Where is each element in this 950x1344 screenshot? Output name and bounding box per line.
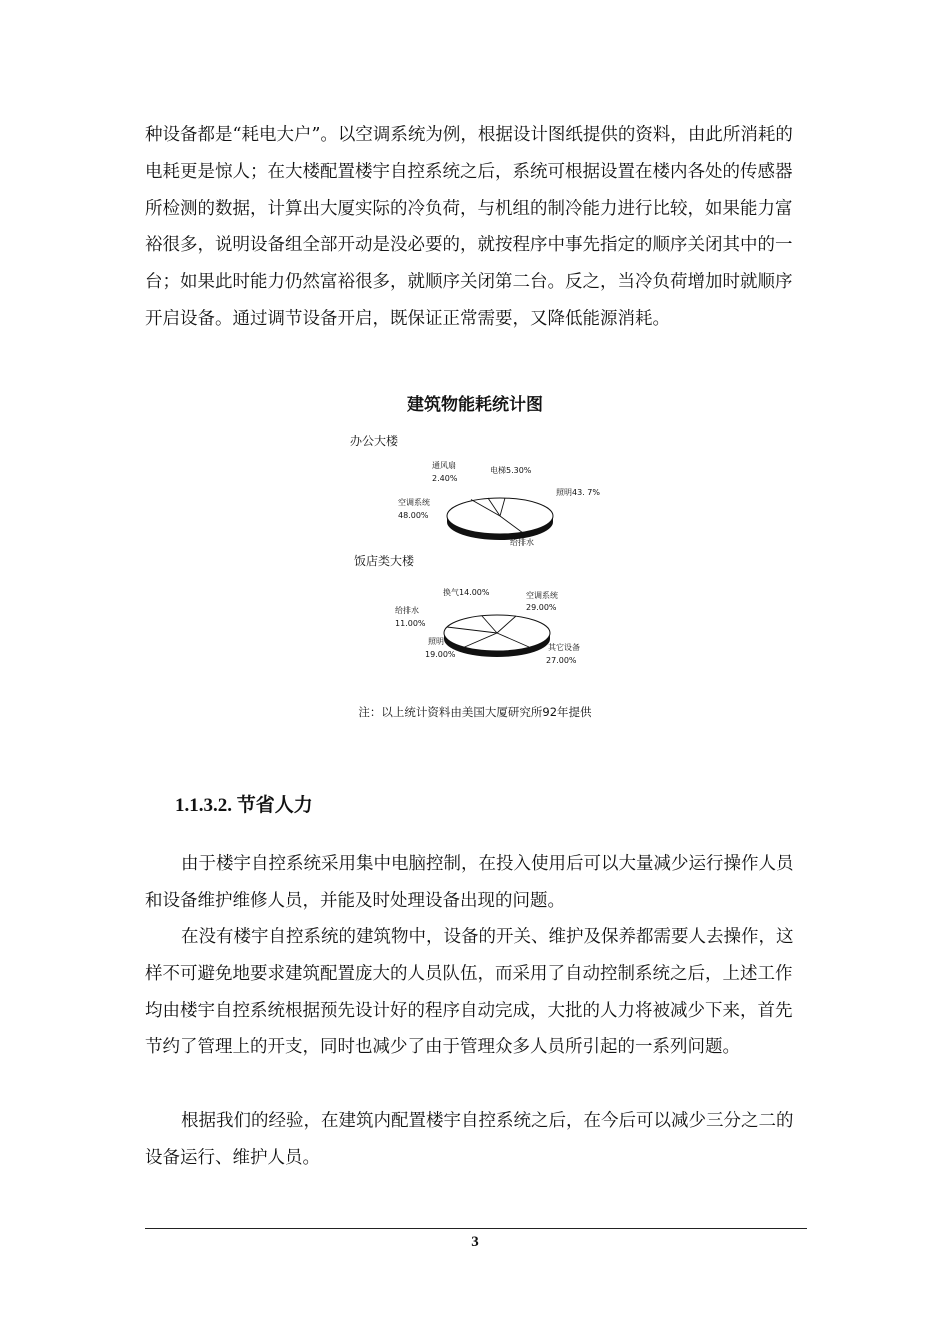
pie-1 bbox=[447, 498, 553, 540]
pie-1-label-aircon-pct: 48.00% bbox=[398, 511, 429, 520]
pie-1-label-lighting: 照明43. 7% bbox=[556, 488, 600, 497]
pie-1-label-water: 给排水 bbox=[510, 538, 534, 547]
pie-1-label-elevator: 电梯5.30% bbox=[490, 466, 532, 475]
figure-title: 建筑物能耗统计图 bbox=[407, 395, 543, 415]
body-paragraph: 种设备都是“耗电大户”。以空调系统为例，根据设计图纸提供的资料，由此所消耗的电耗更是惊人；在大楼配置楼宇自控系统之后，系统可根据设置在楼内各处的传感器所检测的数据，计算出大厦实际的冷负荷，与机组的制冷能力进行比较，如果能力富裕很多，说明设备组全部开动是没必要的，就按程序中事先指定的顺序关闭其中的一台；如果此时能力仍然富裕很多，就顺序关闭第二台。反之，当冷负荷增加时就顺序开启设备。通过调节设备开启，既保证正常需要，又降低能源消耗。 bbox=[145, 125, 793, 329]
pie-2-label-ventilation: 换气14.00% bbox=[443, 588, 490, 597]
footer-divider bbox=[145, 1228, 807, 1229]
pie-1-label-ventfan: 通风扇 bbox=[432, 461, 456, 470]
pie-2-label-water: 给排水 bbox=[395, 606, 419, 615]
energy-pie-charts bbox=[340, 425, 630, 675]
pie-2 bbox=[444, 615, 550, 657]
pie-2-label-other-pct: 27.00% bbox=[546, 656, 577, 665]
body-paragraph: 在没有楼宇自控系统的建筑物中，设备的开关、维护及保养都需要人去操作，这样不可避免地要求建筑配置庞大的人员队伍，而采用了自动控制系统之后，上述工作均由楼宇自控系统根据预先设计好的程序自动完成，大批的人力将被减少下来，首先节约了管理上的开支，同时也减少了由于管理众多人员所引起的一系列问题。 bbox=[145, 927, 794, 1058]
page-number: 3 bbox=[471, 1234, 479, 1250]
pie-1-title: 办公大楼 bbox=[350, 434, 399, 448]
pie-2-label-aircon-pct: 29.00% bbox=[526, 603, 557, 612]
figure-note: 注：以上统计资料由美国大厦研究所92年提供 bbox=[358, 705, 592, 719]
section-heading: 1.1.3.2. 节省人力 bbox=[175, 795, 313, 816]
pie-2-label-water-pct: 11.00% bbox=[395, 619, 426, 628]
pie-1-label-ventfan-pct: 2.40% bbox=[432, 474, 458, 483]
body-paragraph: 根据我们的经验，在建筑内配置楼宇自控系统之后，在今后可以减少三分之二的设备运行、维护人员。 bbox=[145, 1111, 794, 1168]
pie-1-label-aircon: 空调系统 bbox=[398, 498, 430, 507]
pie-2-label-lighting: 照明 bbox=[428, 637, 444, 646]
body-paragraph: 由于楼宇自控系统采用集中电脑控制，在投入使用后可以大量减少运行操作人员和设备维护维修人员，并能及时处理设备出现的问题。 bbox=[145, 854, 794, 911]
pie-2-title: 饭店类大楼 bbox=[354, 554, 415, 568]
pie-2-label-aircon: 空调系统 bbox=[526, 591, 558, 600]
pie-2-label-lighting-pct: 19.00% bbox=[425, 650, 456, 659]
pie-2-label-other: 其它设备 bbox=[548, 643, 580, 652]
